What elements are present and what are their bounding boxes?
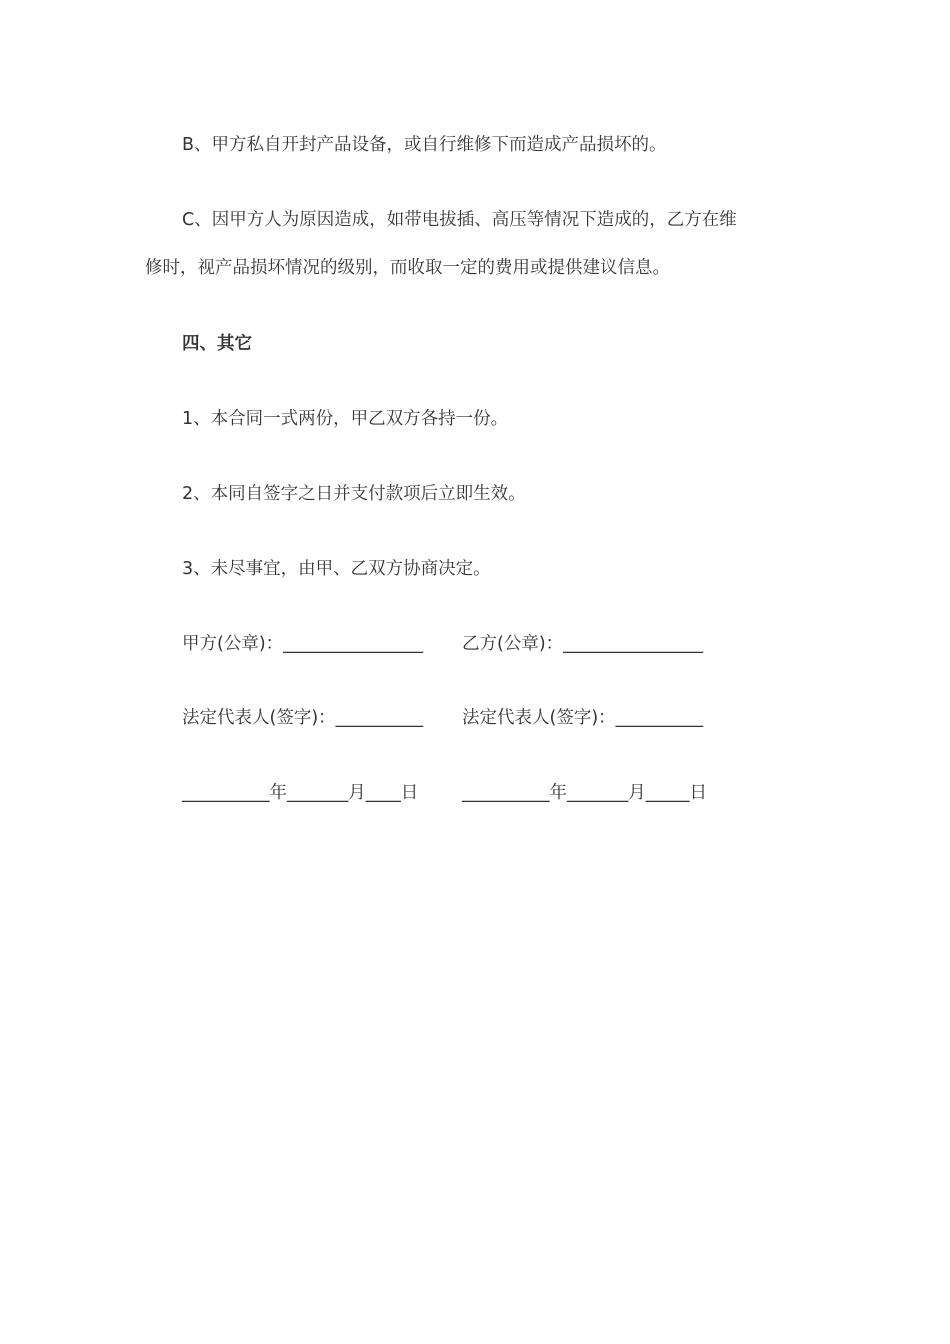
section-heading: 四、其它: [182, 334, 252, 354]
clause-c-line1: C、因甲方人为原因造成，如带电拔插、高压等情况下造成的，乙方在维: [182, 210, 737, 230]
item-3: 3、未尽事宜，由甲、乙双方协商决定。: [182, 559, 491, 579]
item-1: 1、本合同一式两份，甲乙双方各持一份。: [182, 409, 509, 429]
party-b-seal: 乙方(公章)：________________: [462, 634, 704, 654]
party-b-date: __________年_______月_____日: [462, 783, 707, 803]
item-2: 2、本同自签字之日并支付款项后立即生效。: [182, 484, 526, 504]
party-a-representative: 法定代表人(签字)：__________: [182, 708, 424, 728]
party-b-representative: 法定代表人(签字)：__________: [462, 708, 704, 728]
clause-c-line2: 修时，视产品损坏情况的级别，而收取一定的费用或提供建议信息。: [145, 258, 670, 278]
clause-b: B、甲方私自开封产品设备，或自行维修下而造成产品损坏的。: [182, 135, 667, 155]
party-a-date: __________年_______月____日: [182, 783, 419, 803]
party-a-seal: 甲方(公章)：________________: [182, 634, 424, 654]
